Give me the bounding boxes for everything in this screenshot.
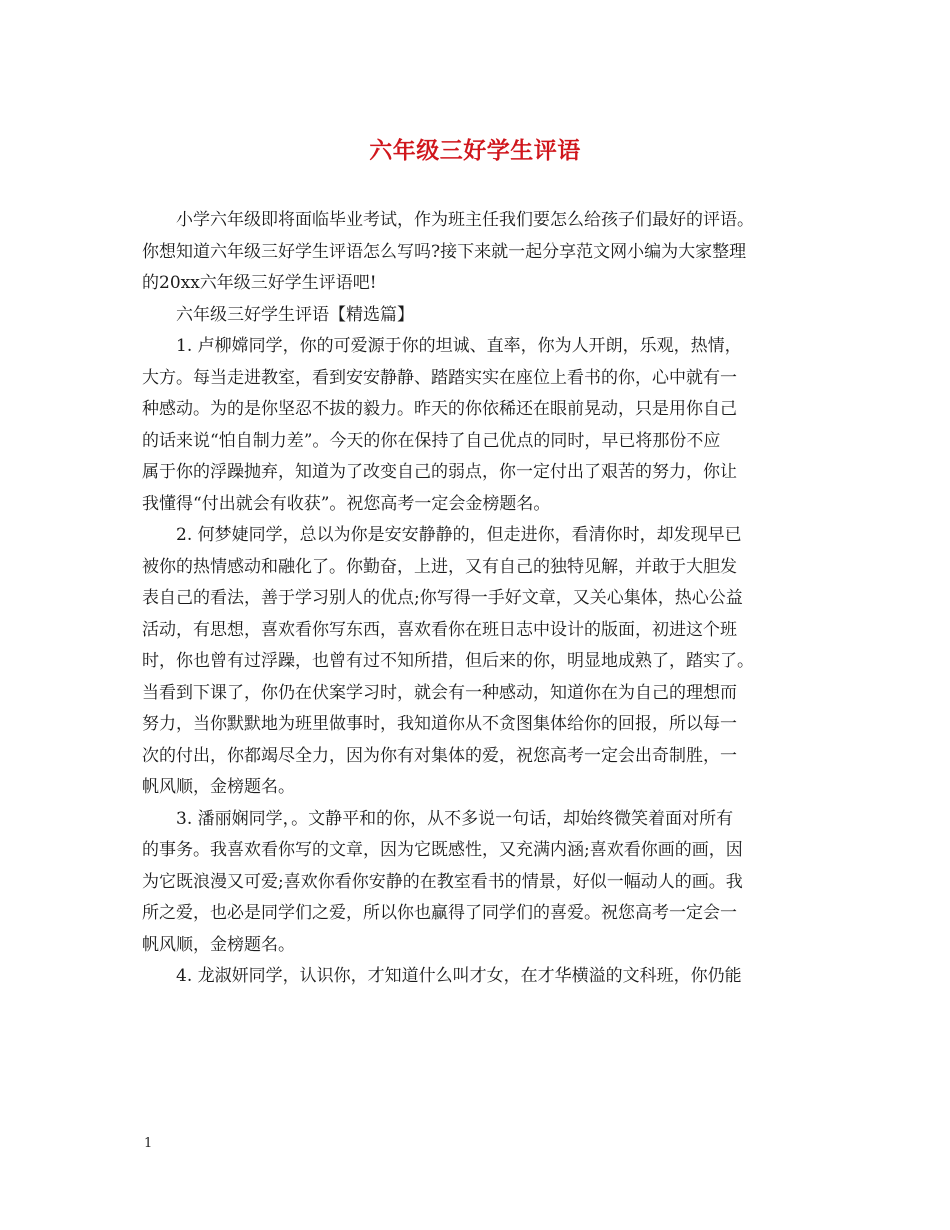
- text-line: 1. 卢柳嫦同学，你的可爱源于你的坦诚、直率，你为人开朗，乐观，热情，: [176, 336, 742, 356]
- text-line: 表自己的看法，善于学习别人的优点;你写得一手好文章，又关心集体，热心公益: [142, 588, 743, 608]
- document-title: 六年级三好学生评语: [369, 137, 581, 164]
- text-line: 所之爱，也必是同学们之爱，所以你也赢得了同学们的喜爱。祝您高考一定会一: [142, 903, 737, 923]
- text-line: 你想知道六年级三好学生评语怎么写吗?接下来就一起分享范文网小编为大家整理: [142, 241, 747, 262]
- text-line: 的事务。我喜欢看你写的文章，因为它既感性，又充满内涵;喜欢看你画的画，因: [142, 840, 743, 860]
- text-line: 当看到下课了，你仍在伏案学习时，就会有一种感动，知道你在为自己的理想而: [142, 682, 737, 703]
- text-line: 时，你也曾有过浮躁，也曾有过不知所措，但后来的你，明显地成熟了，踏实了。: [142, 651, 754, 671]
- text-line: 2. 何梦婕同学，总以为你是安安静静的，但走进你，看清你时，却发现早已: [176, 525, 742, 545]
- text-line: 4. 龙淑妍同学，认识你，才知道什么叫才女，在才华横溢的文科班，你仍能: [176, 966, 742, 986]
- text-line: 帆风顺，金榜题名。: [142, 934, 295, 955]
- text-line: 六年级三好学生评语【精选篇】: [176, 304, 414, 325]
- text-line: 3. 潘丽娴同学，。文静平和的你，从不多说一句话，却始终微笑着面对所有: [176, 808, 734, 829]
- document-body: [142, 205, 810, 993]
- text-line: 努力，当你默默地为班里做事时，我知道你从不贪图集体给你的回报，所以每一: [142, 714, 737, 734]
- text-line: 种感动。为的是你坚忍不拔的毅力。昨天的你依稀还在眼前晃动，只是用你自己: [142, 399, 737, 419]
- text-line: 为它既浪漫又可爱;喜欢你看你安静的在教室看书的情景，好似一幅动人的画。我: [142, 871, 743, 892]
- page-number: 1: [144, 1136, 153, 1151]
- text-line: 次的付出，你都竭尽全力，因为你有对集体的爱，祝您高考一定会出奇制胜，一: [142, 745, 737, 766]
- text-line: 的话来说“怕自制力差”。今天的你在保持了自己优点的同时，早已将那份不应: [142, 430, 721, 451]
- text-line: 帆风顺，金榜题名。: [142, 777, 295, 797]
- text-line: 我懂得“付出就会有收获”。祝您高考一定会金榜题名。: [142, 493, 551, 514]
- text-line: 活动，有思想，喜欢看你写东西，喜欢看你在班日志中设计的版面，初进这个班: [142, 619, 737, 640]
- text-line: 属于你的浮躁抛弃，知道为了改变自己的弱点，你一定付出了艰苦的努力，你让: [142, 462, 737, 482]
- text-line: 被你的热情感动和融化了。你勤奋，上进，又有自己的独特见解，并敢于大胆发: [142, 556, 737, 577]
- text-line: 的20xx六年级三好学生评语吧!: [142, 273, 377, 293]
- text-line: 小学六年级即将面临毕业考试，作为班主任我们要怎么给孩子们最好的评语。: [176, 210, 754, 230]
- text-line: 大方。每当走进教室，看到安安静静、踏踏实实在座位上看书的你，心中就有一: [142, 367, 737, 388]
